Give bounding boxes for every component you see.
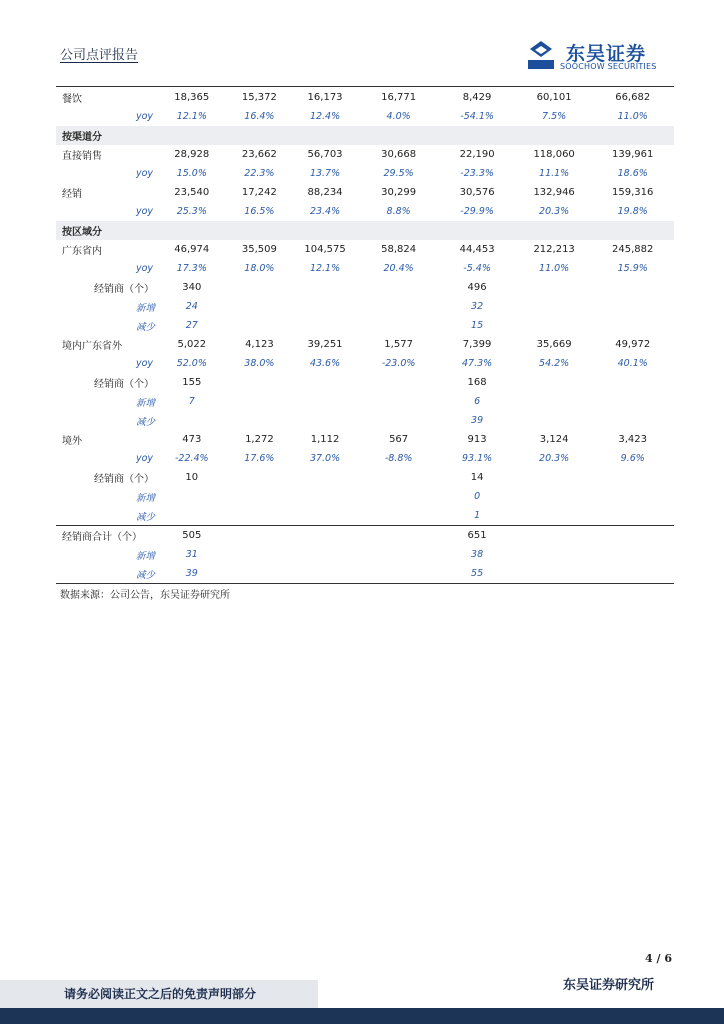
table-cell <box>290 278 360 297</box>
table-cell: 9.6% <box>620 453 645 464</box>
table-cell: 15,372 <box>241 92 277 103</box>
table-cell: 16.5% <box>244 206 275 217</box>
table-cell: 1,577 <box>384 339 413 350</box>
table-cell: 27 <box>185 320 198 331</box>
table-cell: 38.0% <box>244 358 275 369</box>
table-cell <box>360 506 437 526</box>
table-cell <box>229 468 291 487</box>
table-cell <box>517 506 592 526</box>
sales-breakdown-table <box>56 88 674 584</box>
table-cell: 23,540 <box>174 187 210 198</box>
page-number: 4 / 6 <box>645 952 672 965</box>
row-label: yoy <box>135 263 154 274</box>
table-cell <box>591 297 674 316</box>
row-label: 经销商合计（个） <box>56 526 155 546</box>
table-cell: 159,316 <box>612 187 654 198</box>
row-label: 经销商（个） <box>94 379 154 390</box>
table-cell: 32 <box>471 301 484 312</box>
table-cell: 30,576 <box>459 187 495 198</box>
table-top-rule <box>56 86 674 87</box>
table-cell <box>290 487 360 506</box>
row-label: 减少 <box>136 511 156 523</box>
table-cell: 155 <box>182 377 202 388</box>
row-label: 减少 <box>56 564 155 584</box>
table-cell <box>290 545 360 564</box>
row-label: 境外 <box>62 436 82 447</box>
table-cell: 651 <box>437 526 516 546</box>
table-cell: -22.4% <box>174 453 209 464</box>
table-row <box>56 126 674 145</box>
table-cell: 30,299 <box>381 187 417 198</box>
table-cell: 35,509 <box>241 244 277 255</box>
table-cell: 340 <box>182 282 202 293</box>
table-cell: 25.3% <box>176 206 207 217</box>
table-cell: 132,946 <box>533 187 575 198</box>
table-cell <box>229 411 291 430</box>
table-cell <box>229 316 291 335</box>
table-cell: 6 <box>474 396 481 407</box>
table-cell: 17,242 <box>241 187 277 198</box>
table-cell: 496 <box>467 282 487 293</box>
row-label: yoy <box>135 168 154 179</box>
row-label: 境内广东省外 <box>62 341 122 352</box>
table-cell <box>517 392 592 411</box>
table-cell <box>517 564 592 584</box>
table-cell: 12.4% <box>309 111 341 122</box>
table-cell: 88,234 <box>307 187 343 198</box>
table-cell <box>360 316 437 335</box>
table-cell <box>290 526 360 546</box>
table-cell: 39 <box>471 415 484 426</box>
table-row <box>56 449 674 468</box>
table-cell <box>360 297 437 316</box>
row-label: 广东省内 <box>62 246 102 257</box>
table-cell: 39 <box>155 564 229 584</box>
section-header: 按渠道分 <box>56 126 674 145</box>
table-cell: 18,365 <box>174 92 210 103</box>
table-cell: 104,575 <box>304 244 346 255</box>
table-cell <box>591 278 674 297</box>
table-cell: 139,961 <box>612 149 654 160</box>
table-row <box>56 430 674 449</box>
table-cell: 37.0% <box>309 453 341 464</box>
report-type: 公司点评报告 <box>60 48 139 63</box>
row-label: 新增 <box>136 397 156 409</box>
table-row <box>56 506 674 526</box>
table-cell <box>155 411 229 430</box>
table-cell <box>591 373 674 392</box>
table-cell <box>360 526 437 546</box>
table-cell: 24 <box>185 301 198 312</box>
table-cell: 3,124 <box>539 434 569 445</box>
table-row <box>56 335 674 354</box>
table-cell: 10 <box>185 472 199 483</box>
table-row <box>56 145 674 164</box>
table-cell <box>290 316 360 335</box>
row-label: yoy <box>135 453 154 464</box>
row-label: 减少 <box>136 416 156 428</box>
table-cell: 16.4% <box>244 111 275 122</box>
table-cell <box>229 545 291 564</box>
table-row <box>56 202 674 221</box>
table-row <box>56 259 674 278</box>
table-cell: 28,928 <box>174 149 210 160</box>
table-cell <box>229 526 291 546</box>
table-cell <box>360 468 437 487</box>
table-cell: 93.1% <box>462 453 493 464</box>
table-cell: 473 <box>182 434 202 445</box>
row-label: yoy <box>135 111 154 122</box>
table-cell: 18.6% <box>617 168 648 179</box>
table-cell: 12.1% <box>309 263 341 274</box>
table-cell: 1,272 <box>245 434 274 445</box>
table-cell <box>290 468 360 487</box>
table-cell: 11.1% <box>539 168 570 179</box>
table-cell: 38 <box>471 549 484 560</box>
table-cell: -23.3% <box>460 168 494 179</box>
table-cell: 30,668 <box>381 149 417 160</box>
table-row <box>56 373 674 392</box>
logo-en: SOOCHOW SECURITIES <box>560 62 657 71</box>
logo-cn: 东吴证券 <box>566 43 647 65</box>
table-cell: 29.5% <box>383 168 414 179</box>
soochow-logo <box>528 40 674 72</box>
table-cell: 56,703 <box>307 149 343 160</box>
table-cell: -23.0% <box>381 358 416 369</box>
table-cell: 15 <box>471 320 484 331</box>
table-cell: 20.4% <box>383 263 414 274</box>
table-cell: 31 <box>185 549 198 560</box>
table-cell <box>290 373 360 392</box>
table-cell <box>229 278 291 297</box>
table-cell: -5.4% <box>463 263 491 274</box>
table-cell <box>155 506 229 526</box>
table-row <box>56 316 674 335</box>
table-cell <box>360 564 437 584</box>
table-cell: 567 <box>389 434 409 445</box>
table-cell <box>290 506 360 526</box>
table-row <box>56 487 674 506</box>
table-row <box>56 221 674 240</box>
table-cell: 7.5% <box>542 111 567 122</box>
table-cell <box>517 278 592 297</box>
table-cell <box>229 392 291 411</box>
table-cell: 1 <box>474 510 481 521</box>
table-cell <box>517 526 592 546</box>
table-cell: 4.0% <box>386 111 411 122</box>
section-header: 按区域分 <box>56 221 674 240</box>
data-source-note: 数据来源：公司公告，东吴证券研究所 <box>60 590 230 601</box>
table-cell: 15.9% <box>617 263 648 274</box>
table-cell: 46,974 <box>174 244 210 255</box>
table-cell <box>591 545 674 564</box>
table-cell: 3,423 <box>618 434 648 445</box>
table-cell: 8,429 <box>462 92 492 103</box>
table-cell <box>517 468 592 487</box>
table-cell <box>155 487 229 506</box>
table-cell: 55 <box>437 564 516 584</box>
table-cell <box>360 487 437 506</box>
row-label: 经销商（个） <box>94 284 154 295</box>
table-cell: 7 <box>188 396 195 407</box>
table-cell: 18.0% <box>244 263 275 274</box>
row-label: 新增 <box>136 492 156 504</box>
table-row <box>56 468 674 487</box>
row-label: 直接销售 <box>62 151 102 162</box>
table-cell: 16,771 <box>381 92 417 103</box>
table-cell: -8.8% <box>384 453 413 464</box>
logo-mark-icon <box>528 40 554 70</box>
table-cell: 13.7% <box>309 168 341 179</box>
table-cell <box>229 373 291 392</box>
footer-bar <box>0 1008 724 1024</box>
table-cell <box>591 392 674 411</box>
table-cell: 23.4% <box>309 206 341 217</box>
table-cell: 12.1% <box>176 111 207 122</box>
table-cell: 66,682 <box>615 92 651 103</box>
table-cell: 17.3% <box>176 263 207 274</box>
table-row <box>56 411 674 430</box>
table-cell: 212,213 <box>533 244 575 255</box>
table-cell: 11.0% <box>617 111 648 122</box>
row-label: 经销商（个） <box>94 474 154 485</box>
table-cell <box>591 564 674 584</box>
table-cell: 14 <box>470 472 484 483</box>
row-label: 经销 <box>62 189 82 200</box>
table-row <box>56 354 674 373</box>
row-label: 新增 <box>136 302 156 314</box>
table-row <box>56 240 674 259</box>
table-cell: 0 <box>474 491 481 502</box>
table-cell <box>229 506 291 526</box>
table-cell <box>591 411 674 430</box>
table-cell: 44,453 <box>459 244 495 255</box>
table-cell: 52.0% <box>176 358 207 369</box>
table-cell <box>517 297 592 316</box>
table-cell <box>290 564 360 584</box>
table-cell <box>517 316 592 335</box>
table-cell: 43.6% <box>309 358 341 369</box>
row-label: 餐饮 <box>62 94 82 105</box>
table-cell: -29.9% <box>460 206 494 217</box>
table-cell <box>517 545 592 564</box>
table-cell <box>360 545 437 564</box>
table-cell <box>517 411 592 430</box>
table-cell <box>229 297 291 316</box>
table-cell: 47.3% <box>462 358 493 369</box>
table-cell <box>517 373 592 392</box>
table-cell <box>591 468 674 487</box>
table-cell: 23,662 <box>241 149 277 160</box>
table-cell: 20.3% <box>539 206 570 217</box>
table-cell: 22.3% <box>244 168 275 179</box>
table-cell: 35,669 <box>536 339 572 350</box>
table-cell: 20.3% <box>539 453 570 464</box>
table-cell: 40.1% <box>617 358 648 369</box>
table-cell <box>360 392 437 411</box>
table-row <box>56 526 674 546</box>
table-cell: 1,112 <box>310 434 340 445</box>
table-row <box>56 88 674 107</box>
table-cell: 22,190 <box>459 149 495 160</box>
table-cell <box>229 564 291 584</box>
table-cell: 11.0% <box>539 263 570 274</box>
table-cell: 168 <box>467 377 487 388</box>
table-cell: 16,173 <box>307 92 343 103</box>
footer-org: 东吴证券研究所 <box>562 978 654 993</box>
table-cell: -54.1% <box>460 111 494 122</box>
table-cell: 17.6% <box>244 453 275 464</box>
table-cell: 58,824 <box>381 244 417 255</box>
table-cell <box>290 297 360 316</box>
table-cell: 60,101 <box>536 92 572 103</box>
table-cell <box>517 487 592 506</box>
table-cell <box>290 392 360 411</box>
table-cell <box>360 411 437 430</box>
table-cell: 245,882 <box>612 244 654 255</box>
table-row <box>56 545 674 564</box>
row-label: 减少 <box>136 321 156 333</box>
table-cell <box>591 316 674 335</box>
table-cell: 913 <box>467 434 487 445</box>
table-row <box>56 392 674 411</box>
table-row <box>56 107 674 126</box>
table-cell: 505 <box>155 526 229 546</box>
table-cell: 7,399 <box>462 339 492 350</box>
table-cell: 54.2% <box>539 358 570 369</box>
table-cell <box>360 278 437 297</box>
footer-disclaimer: 请务必阅读正文之后的免责声明部分 <box>64 987 257 1001</box>
table-row <box>56 183 674 202</box>
table-row <box>56 297 674 316</box>
table-cell: 118,060 <box>533 149 575 160</box>
row-label: yoy <box>135 358 154 369</box>
table-cell: 19.8% <box>617 206 648 217</box>
table-cell <box>591 487 674 506</box>
row-label: 新增 <box>136 550 156 562</box>
table-cell: 49,972 <box>615 339 651 350</box>
table-cell: 8.8% <box>386 206 411 217</box>
table-row <box>56 164 674 183</box>
table-cell <box>591 526 674 546</box>
table-cell: 15.0% <box>176 168 207 179</box>
row-label: yoy <box>135 206 154 217</box>
table-cell <box>360 373 437 392</box>
table-cell <box>591 506 674 526</box>
table-cell: 4,123 <box>245 339 274 350</box>
table-cell: 39,251 <box>307 339 343 350</box>
table-cell <box>229 487 291 506</box>
table-cell <box>290 411 360 430</box>
table-cell: 5,022 <box>177 339 207 350</box>
table-row <box>56 278 674 297</box>
table-row <box>56 564 674 584</box>
